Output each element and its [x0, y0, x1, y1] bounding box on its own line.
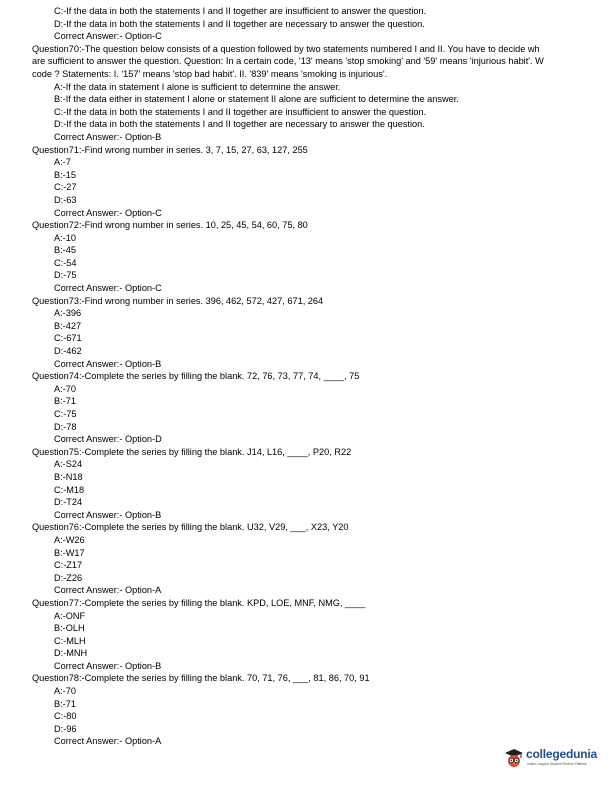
- correct-answer: Correct Answer:- Option-A: [54, 585, 162, 596]
- question-text: Question70:-The question below consists of a question followed by two statements numbered I and II. You have to decide wh: [32, 43, 540, 54]
- answer-option: D:-78: [54, 421, 77, 432]
- answer-option: B:-15: [54, 169, 76, 180]
- question-text: Question75:-Complete the series by filling the blank. J14, L16, ____, P20, R22: [32, 446, 352, 457]
- question-text: Question77:-Complete the series by filling the blank. KPD, LOE, MNF, NMG, ____: [32, 597, 366, 608]
- answer-option: D:-63: [54, 194, 77, 205]
- answer-option: A:-396: [54, 308, 82, 319]
- answer-option: C:-MLH: [54, 635, 86, 646]
- answer-option: B:-45: [54, 245, 76, 256]
- answer-option: C:-54: [54, 257, 77, 268]
- answer-option: D:-If the data in both the statements I and II together are necessary to answer the question.: [54, 18, 425, 29]
- answer-option: A:-10: [54, 232, 76, 243]
- correct-answer: Correct Answer:- Option-A: [54, 736, 162, 747]
- answer-option: D:-MNH: [54, 648, 88, 659]
- question-text: Question73:-Find wrong number in series. 396, 462, 572, 427, 671, 264: [32, 295, 324, 306]
- collegedunia-logo: [504, 746, 612, 774]
- graduate-owl-icon: [504, 748, 524, 768]
- answer-option: D:-75: [54, 270, 77, 281]
- answer-option: B:-427: [54, 320, 82, 331]
- correct-answer: Correct Answer:- Option-C: [54, 31, 162, 42]
- answer-option: A:-S24: [54, 459, 83, 470]
- answer-option: B:-OLH: [54, 623, 85, 634]
- question-list: [32, 5, 612, 748]
- answer-option: D:-Z26: [54, 572, 83, 583]
- answer-option: C:-80: [54, 711, 77, 722]
- answer-option: A:-70: [54, 686, 76, 697]
- correct-answer: Correct Answer:- Option-B: [54, 358, 162, 369]
- correct-answer: Correct Answer:- Option-B: [54, 509, 162, 520]
- correct-answer: Correct Answer:- Option-D: [54, 434, 162, 445]
- correct-answer: Correct Answer:- Option-B: [54, 660, 162, 671]
- correct-answer: Correct Answer:- Option-C: [54, 207, 162, 218]
- answer-option: C:-27: [54, 182, 77, 193]
- question-text: Question76:-Complete the series by filling the blank. U32, V29, ___, X23, Y20: [32, 522, 349, 533]
- answer-option: A:-W26: [54, 534, 85, 545]
- answer-option: C:-75: [54, 409, 77, 419]
- answer-option: C:-Z17: [54, 560, 83, 571]
- answer-option: B:-71: [54, 698, 76, 709]
- answer-option: A:-If the data in statement I alone is sufficient to determine the answer.: [54, 81, 341, 92]
- answer-option: B:-N18: [54, 471, 83, 482]
- correct-answer: Correct Answer:- Option-B: [54, 131, 162, 142]
- answer-option: C:-671: [54, 333, 82, 344]
- question-text: Question78:-Complete the series by filling the blank. 70, 71, 76, ___, 81, 86, 70, 91: [32, 673, 370, 684]
- answer-option: A:-70: [54, 383, 76, 394]
- answer-option: D:-462: [54, 346, 82, 357]
- answer-option: D:-If the data in both the statements I and II together are necessary to answer the question.: [54, 119, 425, 130]
- answer-option: C:-If the data in both the statements I and II together are insufficient to answer the question.: [54, 6, 427, 16]
- answer-option: C:-If the data in both the statements I and II together are insufficient to answer the question.: [54, 106, 427, 117]
- answer-option: A:-ONF: [54, 610, 86, 621]
- correct-answer: Correct Answer:- Option-C: [54, 283, 162, 294]
- answer-option: B:-If the data either in statement I alone or statement II alone are sufficient to determine the answer.: [54, 94, 459, 105]
- question-text: Question74:-Complete the series by filling the blank. 72, 76, 73, 77, 74, ____, 75: [32, 371, 360, 382]
- answer-option: C:-M18: [54, 484, 85, 495]
- question-text: Question72:-Find wrong number in series. 10, 25, 45, 54, 60, 75, 80: [32, 220, 308, 231]
- question-text-continued: code ? Statements: I. '157' means 'stop bad habit'. II. '839' means 'smoking is injurious'.: [32, 68, 388, 79]
- answer-option: B:-W17: [54, 547, 85, 558]
- logo-name: collegedunia: [526, 747, 597, 761]
- logo-tagline: India's Largest Student Review Platform: [527, 762, 588, 766]
- answer-option: A:-7: [54, 157, 71, 168]
- answer-option: D:-T24: [54, 497, 83, 508]
- answer-option: B:-71: [54, 396, 76, 407]
- question-text-continued: are sufficient to answer the question. Question: In a certain code, '13' means 'stop smoking' and '59' means 'injurious habit'. W: [32, 56, 544, 67]
- question-text: Question71:-Find wrong number in series. 3, 7, 15, 27, 63, 127, 255: [32, 144, 308, 155]
- answer-option: D:-96: [54, 723, 77, 734]
